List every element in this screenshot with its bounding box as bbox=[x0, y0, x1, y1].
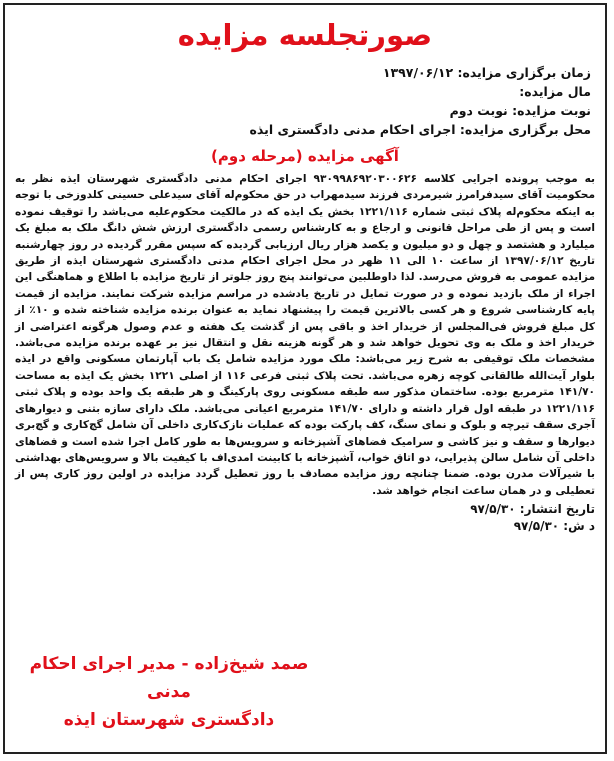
signature-court: دادگستری شهرستان ایذه bbox=[63, 710, 275, 730]
notice-subtitle: آگهی مزایده (مرحله دوم) bbox=[211, 147, 399, 165]
auction-location: محل برگزاری مزایده: اجرای احکام مدنی دادگستری ایذه bbox=[249, 122, 591, 137]
auction-notice bbox=[3, 3, 607, 754]
auction-meta bbox=[5, 55, 605, 139]
auction-date: زمان برگزاری مزایده: ۱۳۹۷/۰۶/۱۲ bbox=[382, 65, 591, 80]
notice-title: صورتجلسه مزایده bbox=[177, 18, 433, 52]
auction-round: نوبت مزایده: نوبت دوم bbox=[449, 103, 591, 118]
notice-body: به موجب پرونده اجرایی کلاسه ۹۳۰۹۹۸۶۹۲۰۳۰۰۶۲۶ اجرای احکام مدنی دادگستری شهرستان ایذه نظر به محکومیت آقای سیدفرامرز شیرمردی فرزند سیدمهراب در حق محکوم‌له آقای سیدعلی حسینی کلدوزخی با توجه به اینکه محکوم‌له پلاک ثبتی شماره ۱۲۲۱/۱۱۶ بخش یک ایذه که در مالکیت محکوم‌علیه می‌باشد را توقیف نموده است و پس از طی مراحل قانونی و ارجاع و به کارشناس رسمی دادگستری ارزش شش دانگ ملک به مبلغ یک میلیارد و هشتصد و چهل و دو میلیون و یکصد هزار ریال ارزیابی گردیده که سپس مقرر گردیده در روز چهارشنبه تاریخ ۱۳۹۷/۰۶/۱۲ از ساعت ۱۰ الی ۱۱ ظهر در محل اجرای احکام مدنی دادگستری شهرستان ایذه از طریق مزایده عمومی به فروش می‌رسد. لذا داوطلبین می‌توانند پنج روز جلوتر از تاریخ مزایده با اطلاع و هماهنگی این اجراء از ملک بازدید نموده و در صورت تمایل در تاریخ یادشده در مراسم مزایده شرکت نمایند. مزایده از قیمت پایه کارشناسی شروع و هر کسی بالاترین قیمت را پیشنهاد نماید به عنوان برنده مزایده شناخته شده و ۱۰٪ از کل مبلغ فروش فی‌المجلس از خریدار اخذ و باقی پس از گذشت یک هفته و عدم وصول هرگونه اعتراضی از خریدار اخذ و ملک به وی تحویل خواهد شد و هر گونه هزینه نقل و انتقال نیز بر عهده برنده مزایده می‌باشد. مشخصات ملک توقیفی به شرح زیر می‌باشد: ملک مورد مزایده شامل یک باب آپارتمان مسکونی واقع در ایذه بلوار آیت‌الله طالقانی کوچه زهره می‌باشد. تحت پلاک ثبتی فرعی ۱۱۶ از اصلی ۱۲۲۱ بخش یک ایذه به مساحت ۱۴۱/۷۰ مترمربع بوده. ساختمان مذکور سه طبقه مسکونی روی پارکینگ و هر طبقه یک واحد بوده و پلاک ثبتی ۱۲۲۱/۱۱۶ در طبقه اول قرار داشته و دارای ۱۴۱/۷۰ مترمربع اعیانی می‌باشد. ملک دارای سازه بتنی و دیوارهای آجری سقف تیرچه و بلوک و نمای سنگ، کف پارکت بوده که عملیات نازک‌کاری داخلی آن شامل گچ‌کاری و گچ‌بری دیوارها و سقف و نیز کاشی و سرامیک فضاهای آشپزخانه و سرویس‌ها به طور کامل اجرا شده است و فضاهای داخلی آن شامل سالن پذیرایی، دو اتاق خواب، آشپزخانه با کابینت امدی‌اف با کیفیت بالا و سرویس‌های بهداشتی با شیرآلات مدرن بوده. ضمنا چنانچه روز مزایده مصادف با روز تعطیل گردد مزایده در اولین روز کاری پس از تعطیلی و در همان ساعت انجام خواهد شد. bbox=[15, 173, 596, 497]
publish-date: تاریخ انتشار: ۹۷/۵/۳۰ bbox=[470, 502, 595, 517]
signature-name: صمد شیخ‌زاده - مدیر اجرای احکام مدنی bbox=[29, 654, 309, 702]
signature-block bbox=[19, 650, 319, 734]
dsh-date: د ش: ۹۷/۵/۳۰ bbox=[513, 519, 595, 534]
auction-property: مال مزایده: bbox=[519, 84, 591, 99]
